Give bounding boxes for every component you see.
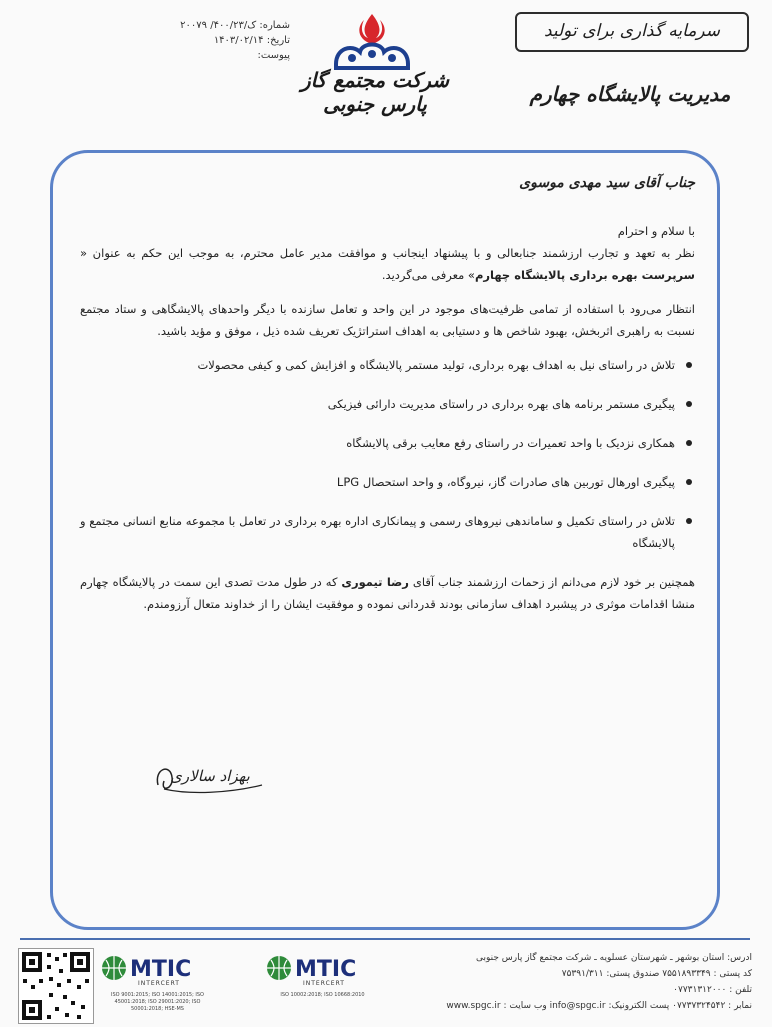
signature-name: بهزاد سالاری <box>170 767 250 785</box>
certification-badge-2 <box>265 950 380 1012</box>
phone: ۰۷۷۳۱۳۱۲۰۰۰ <box>673 985 727 995</box>
company-name: شرکت مجتمع گاز پارس جنوبی <box>300 68 450 116</box>
fax-label: نمابر : <box>728 1001 752 1011</box>
number-label: شماره: <box>259 20 290 31</box>
cert2-sub: INTERCERT <box>303 980 345 987</box>
po-box: ۷۵۳۹۱/۳۱۱ <box>561 969 604 979</box>
postal-code: ۷۵۵۱۸۹۳۳۴۹ <box>662 969 711 979</box>
letter-number: ک/۴۰۰/۲۳/ ۲۰۰۷۹ <box>180 20 257 31</box>
para1-text-b: » معرفی می‌گردید. <box>381 268 475 282</box>
expectation-paragraph: انتظار می‌رود با استفاده از تمامی ظرفیت‌های موجود در این واحد و تعامل سازنده با دیگر واحدهای پالایشگاهی و ستاد مجتمع نسبت به راهبری اثربخش، بهبود شاخص ها و دستیابی به اهداف استراتژیک تعریف شده ذیل ، موفق و مؤید باشید. <box>80 302 695 338</box>
list-item: تلاش در راستای نیل به اهداف بهره برداری، تولید مستمر پالایشگاه و افزایش کمی و کیفی محصولات <box>80 354 695 376</box>
email-link[interactable]: info@spgc.ir <box>549 1001 606 1011</box>
certification-badge-1 <box>100 950 215 1012</box>
cert1-iso: ISO 9001:2015; ISO 14001:2015; ISO 45001:2018; ISO 29001:2020; ISO 50001:2018; HSE-MS <box>111 992 204 1012</box>
contact-info <box>380 950 752 1014</box>
predecessor-name: رضا تیموری <box>341 575 409 589</box>
cert1-sub: INTERCERT <box>138 980 180 987</box>
list-item: پیگیری مستمر برنامه های بهره برداری در راستای مدیریت دارائی فیزیکی <box>80 393 695 415</box>
recipient: جناب آقای سید مهدی موسوی <box>519 175 695 191</box>
letterhead <box>0 0 772 150</box>
email-label: پست الکترونیک: <box>608 1001 670 1011</box>
fax: ۰۷۷۳۷۳۲۴۵۴۲ <box>672 1001 726 1011</box>
footer-divider <box>20 938 750 940</box>
po-box-label: صندوق پستی: <box>606 969 660 979</box>
appointment-paragraph <box>80 242 695 286</box>
thanks-paragraph <box>80 571 695 615</box>
appointed-position: سرپرست بهره برداری پالایشگاه چهارم <box>474 268 695 282</box>
letter-date: ۱۴۰۳/۰۲/۱۴ <box>213 35 264 46</box>
globe-icon <box>100 954 215 982</box>
letter-body <box>80 172 695 627</box>
postal-code-label: کد پستی : <box>713 969 752 979</box>
attachment-label: پیوست: <box>257 50 290 61</box>
slogan-box: سرمایه گذاری برای تولید <box>515 12 749 52</box>
address-label: ادرس: <box>727 953 752 963</box>
signature <box>150 755 270 805</box>
cert2-iso: ISO 10002:2018; ISO 10668:2010 <box>280 992 365 998</box>
address-text: استان بوشهر ـ شهرستان عسلویه ـ شرکت مجتمع گاز پارس جنوبی <box>475 953 725 963</box>
greeting: با سلام و احترام <box>617 224 695 238</box>
para1-text-a: نظر به تعهد و تجارب ارزشمند جنابعالی و با پیشنهاد اینجانب و موافقت مدیر عامل محترم، به موجب این حکم به عنوان « <box>80 246 695 260</box>
cert2-brand: MTIC <box>295 957 357 982</box>
para3-text-a: همچنین بر خود لازم می‌دانم از زحمات ارزشمند جناب آقای <box>408 575 695 589</box>
date-label: تاریخ: <box>266 35 290 46</box>
letter-meta <box>150 18 290 63</box>
department-title: مدیریت پالایشگاه چهارم <box>529 82 731 106</box>
website-link[interactable]: www.spgc.ir <box>446 1001 501 1011</box>
list-item: تلاش در راستای تکمیل و ساماندهی نیروهای رسمی و پیمانکاری اداره بهره برداری در تعامل با مجموعه منابع انسانی مجتمع و پالایشگاه <box>80 510 695 554</box>
phone-label: تلفن : <box>729 985 752 995</box>
objectives-list <box>80 354 695 554</box>
website-label: وب سایت : <box>503 1001 547 1011</box>
cert1-brand: MTIC <box>130 957 192 982</box>
list-item: همکاری نزدیک با واحد تعمیرات در راستای رفع معایب برقی پالایشگاه <box>80 432 695 454</box>
para3-text-b: که در طول مدت تصدی این سمت در پالایشگاه چهارم منشا اقدامات موثری در پیشبرد اهداف سازمانی بودند قدردانی نموده و موفقیت ایشان را از خداوند متعال آرزومندم. <box>80 575 695 611</box>
qr-code-icon <box>18 948 94 1024</box>
globe-icon <box>265 954 380 982</box>
list-item: پیگیری اورهال توربین های صادرات گاز، نیروگاه، و واحد استحصال LPG <box>80 471 695 493</box>
